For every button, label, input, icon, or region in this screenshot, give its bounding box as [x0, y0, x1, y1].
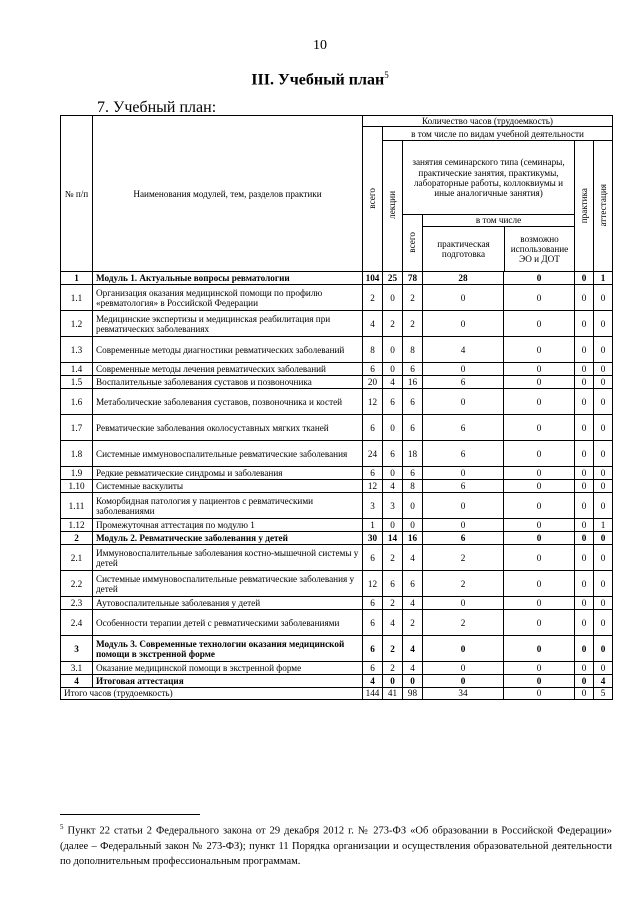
- row-lectures: 2: [383, 636, 403, 662]
- row-practical: 2: [423, 545, 504, 571]
- row-seminar: 4: [403, 597, 423, 610]
- row-practical: 0: [423, 467, 504, 480]
- header-num: № п/п: [61, 116, 93, 272]
- row-seminar: 0: [403, 519, 423, 532]
- row-seminar: 8: [403, 337, 423, 363]
- header-seminar: занятия семинарского типа (семинары, практические занятия, практикумы, лабораторные работы, коллоквиумы и иные аналогичные занятия): [403, 141, 575, 215]
- row-lectures: 14: [383, 532, 403, 545]
- table-header: [61, 116, 613, 272]
- row-practical: 0: [423, 389, 504, 415]
- row-eo-dot: 0: [504, 610, 575, 636]
- row-num: 1.8: [61, 441, 93, 467]
- header-practice-cell: [575, 141, 594, 272]
- row-eo-dot: 0: [504, 493, 575, 519]
- row-attestation: 0: [594, 493, 613, 519]
- row-practical: 0: [423, 597, 504, 610]
- row-name: Модуль 2. Ревматические заболевания у детей: [93, 532, 363, 545]
- row-practical: 0: [423, 636, 504, 662]
- row-lectures: 4: [383, 480, 403, 493]
- header-eo-dot: возможно использование ЭО и ДОТ: [510, 233, 569, 265]
- row-total: 6: [363, 467, 383, 480]
- row-eo-dot: 0: [504, 272, 575, 285]
- row-lectures: 0: [383, 337, 403, 363]
- row-practice: 0: [575, 415, 594, 441]
- row-eo-dot: 0: [504, 337, 575, 363]
- header-attestation-cell: [594, 141, 613, 272]
- row-name: Модуль 3. Современные технологии оказания медицинской помощи в экстренной форме: [93, 636, 363, 662]
- row-practical: 6: [423, 480, 504, 493]
- table-row: [61, 493, 613, 519]
- table-row: [61, 415, 613, 441]
- row-name: Модуль 1. Актуальные вопросы ревматологии: [93, 272, 363, 285]
- totals-lectures: 41: [383, 688, 403, 699]
- row-attestation: 0: [594, 376, 613, 389]
- row-practice: 0: [575, 493, 594, 519]
- row-attestation: 0: [594, 545, 613, 571]
- row-lectures: 4: [383, 376, 403, 389]
- totals-seminar: 98: [403, 688, 423, 699]
- row-seminar: 6: [403, 467, 423, 480]
- row-total: 12: [363, 571, 383, 597]
- row-total: 6: [363, 415, 383, 441]
- header-by-type: в том числе по видам учебной деятельности: [383, 127, 613, 141]
- footnote-text: Пункт 22 статьи 2 Федерального закона от 29 декабря 2012 г. № 273-ФЗ «Об образовании в Российской Федерации» (далее – Федеральный закон № 273-ФЗ); пункт 11 Порядка организации и осуществления образовательной деятельности по дополнительным профессиональным программам.: [60, 825, 612, 867]
- row-eo-dot: 0: [504, 415, 575, 441]
- row-practice: 0: [575, 610, 594, 636]
- row-num: 1.3: [61, 337, 93, 363]
- row-seminar: 6: [403, 389, 423, 415]
- row-practice: 0: [575, 675, 594, 688]
- row-practical: 6: [423, 376, 504, 389]
- header-practice: практика: [578, 187, 589, 223]
- row-lectures: 3: [383, 493, 403, 519]
- row-num: 1.2: [61, 311, 93, 337]
- row-attestation: 0: [594, 636, 613, 662]
- row-seminar: 2: [403, 311, 423, 337]
- row-practice: 0: [575, 480, 594, 493]
- header-incl-cell: [423, 215, 575, 272]
- row-lectures: 0: [383, 675, 403, 688]
- table-row: [61, 363, 613, 376]
- row-name: Коморбидная патология у пациентов с ревматическими заболеваниями: [93, 493, 363, 519]
- row-attestation: 0: [594, 597, 613, 610]
- footnote-divider: [60, 814, 200, 815]
- row-attestation: 0: [594, 571, 613, 597]
- row-seminar: 2: [403, 285, 423, 311]
- row-num: 1.6: [61, 389, 93, 415]
- row-practice: 0: [575, 571, 594, 597]
- row-eo-dot: 0: [504, 467, 575, 480]
- row-attestation: 0: [594, 610, 613, 636]
- table-row: [61, 610, 613, 636]
- header-lectures: лекции: [387, 191, 398, 220]
- footnote-ref: 5: [384, 70, 389, 80]
- totals-practical: 34: [423, 688, 504, 699]
- row-practice: 0: [575, 311, 594, 337]
- totals-practice: 0: [575, 688, 594, 699]
- row-name: Иммуновоспалительные заболевания костно-мышечной системы у детей: [93, 545, 363, 571]
- row-name: Редкие ревматические синдромы и заболевания: [93, 467, 363, 480]
- row-practice: 0: [575, 337, 594, 363]
- row-practical: 0: [423, 675, 504, 688]
- row-eo-dot: 0: [504, 636, 575, 662]
- row-total: 6: [363, 597, 383, 610]
- row-lectures: 0: [383, 467, 403, 480]
- header-name: Наименования модулей, тем, разделов практики: [93, 116, 363, 272]
- totals-eo-dot: 0: [504, 688, 575, 699]
- table-row: [61, 337, 613, 363]
- table-body: [61, 272, 613, 688]
- row-lectures: 2: [383, 662, 403, 675]
- row-practical: 6: [423, 532, 504, 545]
- row-eo-dot: 0: [504, 662, 575, 675]
- row-eo-dot: 0: [504, 285, 575, 311]
- row-practice: 0: [575, 545, 594, 571]
- row-lectures: 6: [383, 571, 403, 597]
- row-lectures: 6: [383, 441, 403, 467]
- header-sem-total: всего: [407, 231, 418, 253]
- row-attestation: 0: [594, 389, 613, 415]
- row-practical: 2: [423, 610, 504, 636]
- row-attestation: 0: [594, 441, 613, 467]
- row-name: Особенности терапии детей с ревматическими заболеваниями: [93, 610, 363, 636]
- row-name: Воспалительные заболевания суставов и позвоночника: [93, 376, 363, 389]
- row-total: 24: [363, 441, 383, 467]
- row-attestation: 0: [594, 363, 613, 376]
- row-total: 3: [363, 493, 383, 519]
- row-name: Оказание медицинской помощи в экстренной форме: [93, 662, 363, 675]
- row-num: 2.4: [61, 610, 93, 636]
- row-num: 3: [61, 636, 93, 662]
- totals-row: [61, 688, 613, 699]
- header-sem-total-cell: [403, 215, 423, 272]
- row-eo-dot: 0: [504, 363, 575, 376]
- row-name: Аутовоспалительные заболевания у детей: [93, 597, 363, 610]
- row-num: 1.11: [61, 493, 93, 519]
- totals-label: Итого часов (трудоемкость): [61, 688, 363, 699]
- header-practical: практическая подготовка: [423, 227, 505, 271]
- row-name: Промежуточная аттестация по модулю 1: [93, 519, 363, 532]
- row-practice: 0: [575, 285, 594, 311]
- row-total: 4: [363, 311, 383, 337]
- row-seminar: 6: [403, 363, 423, 376]
- row-attestation: 0: [594, 415, 613, 441]
- row-eo-dot: 0: [504, 545, 575, 571]
- header-attestation: аттестация: [597, 183, 608, 227]
- row-name: Медицинские экспертизы и медицинская реабилитация при ревматических заболеваниях: [93, 311, 363, 337]
- table-row: [61, 389, 613, 415]
- row-num: 1.4: [61, 363, 93, 376]
- row-seminar: 16: [403, 376, 423, 389]
- row-practical: 0: [423, 285, 504, 311]
- row-attestation: 0: [594, 285, 613, 311]
- row-lectures: 2: [383, 311, 403, 337]
- row-eo-dot: 0: [504, 376, 575, 389]
- row-practical: 0: [423, 493, 504, 519]
- row-name: Метаболические заболевания суставов, позвоночника и костей: [93, 389, 363, 415]
- subtitle: 7. Учебный план:: [97, 99, 217, 116]
- row-eo-dot: 0: [504, 597, 575, 610]
- row-num: 3.1: [61, 662, 93, 675]
- row-practical: 0: [423, 519, 504, 532]
- row-num: 1.1: [61, 285, 93, 311]
- footnote-mark: 5: [60, 823, 64, 831]
- row-practical: 6: [423, 415, 504, 441]
- row-practice: 0: [575, 636, 594, 662]
- row-eo-dot: 0: [504, 675, 575, 688]
- row-name: Современные методы диагностики ревматических заболеваний: [93, 337, 363, 363]
- row-attestation: 0: [594, 467, 613, 480]
- row-attestation: 1: [594, 272, 613, 285]
- row-lectures: 0: [383, 285, 403, 311]
- row-practical: 0: [423, 662, 504, 675]
- row-lectures: 4: [383, 610, 403, 636]
- section-title: [0, 70, 640, 89]
- row-practice: 0: [575, 389, 594, 415]
- row-num: 2: [61, 532, 93, 545]
- row-practice: 0: [575, 662, 594, 675]
- row-num: 2.1: [61, 545, 93, 571]
- table-row: [61, 311, 613, 337]
- row-eo-dot: 0: [504, 519, 575, 532]
- row-practical: 2: [423, 571, 504, 597]
- row-eo-dot: 0: [504, 571, 575, 597]
- table-row: [61, 597, 613, 610]
- row-practice: 0: [575, 597, 594, 610]
- row-num: 2.2: [61, 571, 93, 597]
- row-num: 1: [61, 272, 93, 285]
- row-eo-dot: 0: [504, 311, 575, 337]
- table-row: [61, 480, 613, 493]
- module-row: [61, 636, 613, 662]
- row-num: 1.10: [61, 480, 93, 493]
- row-total: 4: [363, 675, 383, 688]
- header-qty: Количество часов (трудоемкость): [363, 116, 613, 127]
- row-eo-dot: 0: [504, 389, 575, 415]
- row-total: 6: [363, 662, 383, 675]
- row-num: 1.5: [61, 376, 93, 389]
- row-total: 30: [363, 532, 383, 545]
- row-total: 12: [363, 389, 383, 415]
- header-total-cell: [363, 127, 383, 272]
- table-row: [61, 441, 613, 467]
- totals-total: 144: [363, 688, 383, 699]
- row-lectures: 6: [383, 389, 403, 415]
- row-name: Ревматические заболевания околосуставных мягких тканей: [93, 415, 363, 441]
- row-lectures: 2: [383, 545, 403, 571]
- row-total: 8: [363, 337, 383, 363]
- page-number: 10: [313, 38, 327, 53]
- row-attestation: 0: [594, 337, 613, 363]
- row-practice: 0: [575, 376, 594, 389]
- row-practical: 28: [423, 272, 504, 285]
- row-num: 1.7: [61, 415, 93, 441]
- footnote: [60, 822, 612, 869]
- row-practical: 4: [423, 337, 504, 363]
- row-seminar: 0: [403, 493, 423, 519]
- row-num: 2.3: [61, 597, 93, 610]
- totals-attestation: 5: [594, 688, 613, 699]
- row-seminar: 4: [403, 545, 423, 571]
- row-eo-dot: 0: [504, 532, 575, 545]
- row-total: 6: [363, 636, 383, 662]
- row-seminar: 16: [403, 532, 423, 545]
- header-lectures-cell: [383, 141, 403, 272]
- row-total: 104: [363, 272, 383, 285]
- row-name: Организация оказания медицинской помощи по профилю «ревматология» в Российской Федерации: [93, 285, 363, 311]
- row-name: Системные иммуновоспалительные ревматические заболевания у детей: [93, 571, 363, 597]
- row-practice: 0: [575, 272, 594, 285]
- row-practice: 0: [575, 441, 594, 467]
- row-num: 1.12: [61, 519, 93, 532]
- section-title-text: III. Учебный план: [251, 71, 385, 89]
- row-practice: 0: [575, 363, 594, 376]
- row-seminar: 0: [403, 675, 423, 688]
- row-name: Системные иммуновоспалительные ревматические заболевания: [93, 441, 363, 467]
- module-row: [61, 532, 613, 545]
- table-row: [61, 545, 613, 571]
- row-total: 20: [363, 376, 383, 389]
- row-total: 2: [363, 285, 383, 311]
- row-seminar: 6: [403, 571, 423, 597]
- row-lectures: 25: [383, 272, 403, 285]
- row-num: 1.9: [61, 467, 93, 480]
- row-seminar: 4: [403, 636, 423, 662]
- table-row: [61, 376, 613, 389]
- row-attestation: 0: [594, 311, 613, 337]
- row-lectures: 0: [383, 519, 403, 532]
- row-name: Итоговая аттестация: [93, 675, 363, 688]
- row-lectures: 0: [383, 415, 403, 441]
- row-name: Современные методы лечения ревматических заболеваний: [93, 363, 363, 376]
- row-total: 6: [363, 610, 383, 636]
- row-seminar: 78: [403, 272, 423, 285]
- row-practice: 0: [575, 467, 594, 480]
- row-practical: 6: [423, 441, 504, 467]
- header-incl: в том числе: [423, 215, 574, 227]
- row-seminar: 18: [403, 441, 423, 467]
- row-lectures: 2: [383, 597, 403, 610]
- row-total: 6: [363, 363, 383, 376]
- table-row: [61, 467, 613, 480]
- row-seminar: 8: [403, 480, 423, 493]
- row-seminar: 2: [403, 610, 423, 636]
- row-eo-dot: 0: [504, 441, 575, 467]
- row-eo-dot: 0: [504, 480, 575, 493]
- row-seminar: 6: [403, 415, 423, 441]
- curriculum-table: [60, 115, 613, 700]
- table-row: [61, 571, 613, 597]
- row-name: Системные васкулиты: [93, 480, 363, 493]
- header-total: всего: [367, 187, 378, 209]
- module-row: [61, 675, 613, 688]
- row-total: 1: [363, 519, 383, 532]
- row-total: 12: [363, 480, 383, 493]
- module-row: [61, 272, 613, 285]
- row-practice: 0: [575, 519, 594, 532]
- row-practice: 0: [575, 532, 594, 545]
- table-row: [61, 662, 613, 675]
- table-row: [61, 519, 613, 532]
- row-attestation: 0: [594, 662, 613, 675]
- row-total: 6: [363, 545, 383, 571]
- row-practical: 0: [423, 311, 504, 337]
- row-attestation: 1: [594, 519, 613, 532]
- row-num: 4: [61, 675, 93, 688]
- row-practical: 0: [423, 363, 504, 376]
- row-attestation: 0: [594, 532, 613, 545]
- row-seminar: 4: [403, 662, 423, 675]
- row-attestation: 4: [594, 675, 613, 688]
- table-row: [61, 285, 613, 311]
- row-attestation: 0: [594, 480, 613, 493]
- row-lectures: 0: [383, 363, 403, 376]
